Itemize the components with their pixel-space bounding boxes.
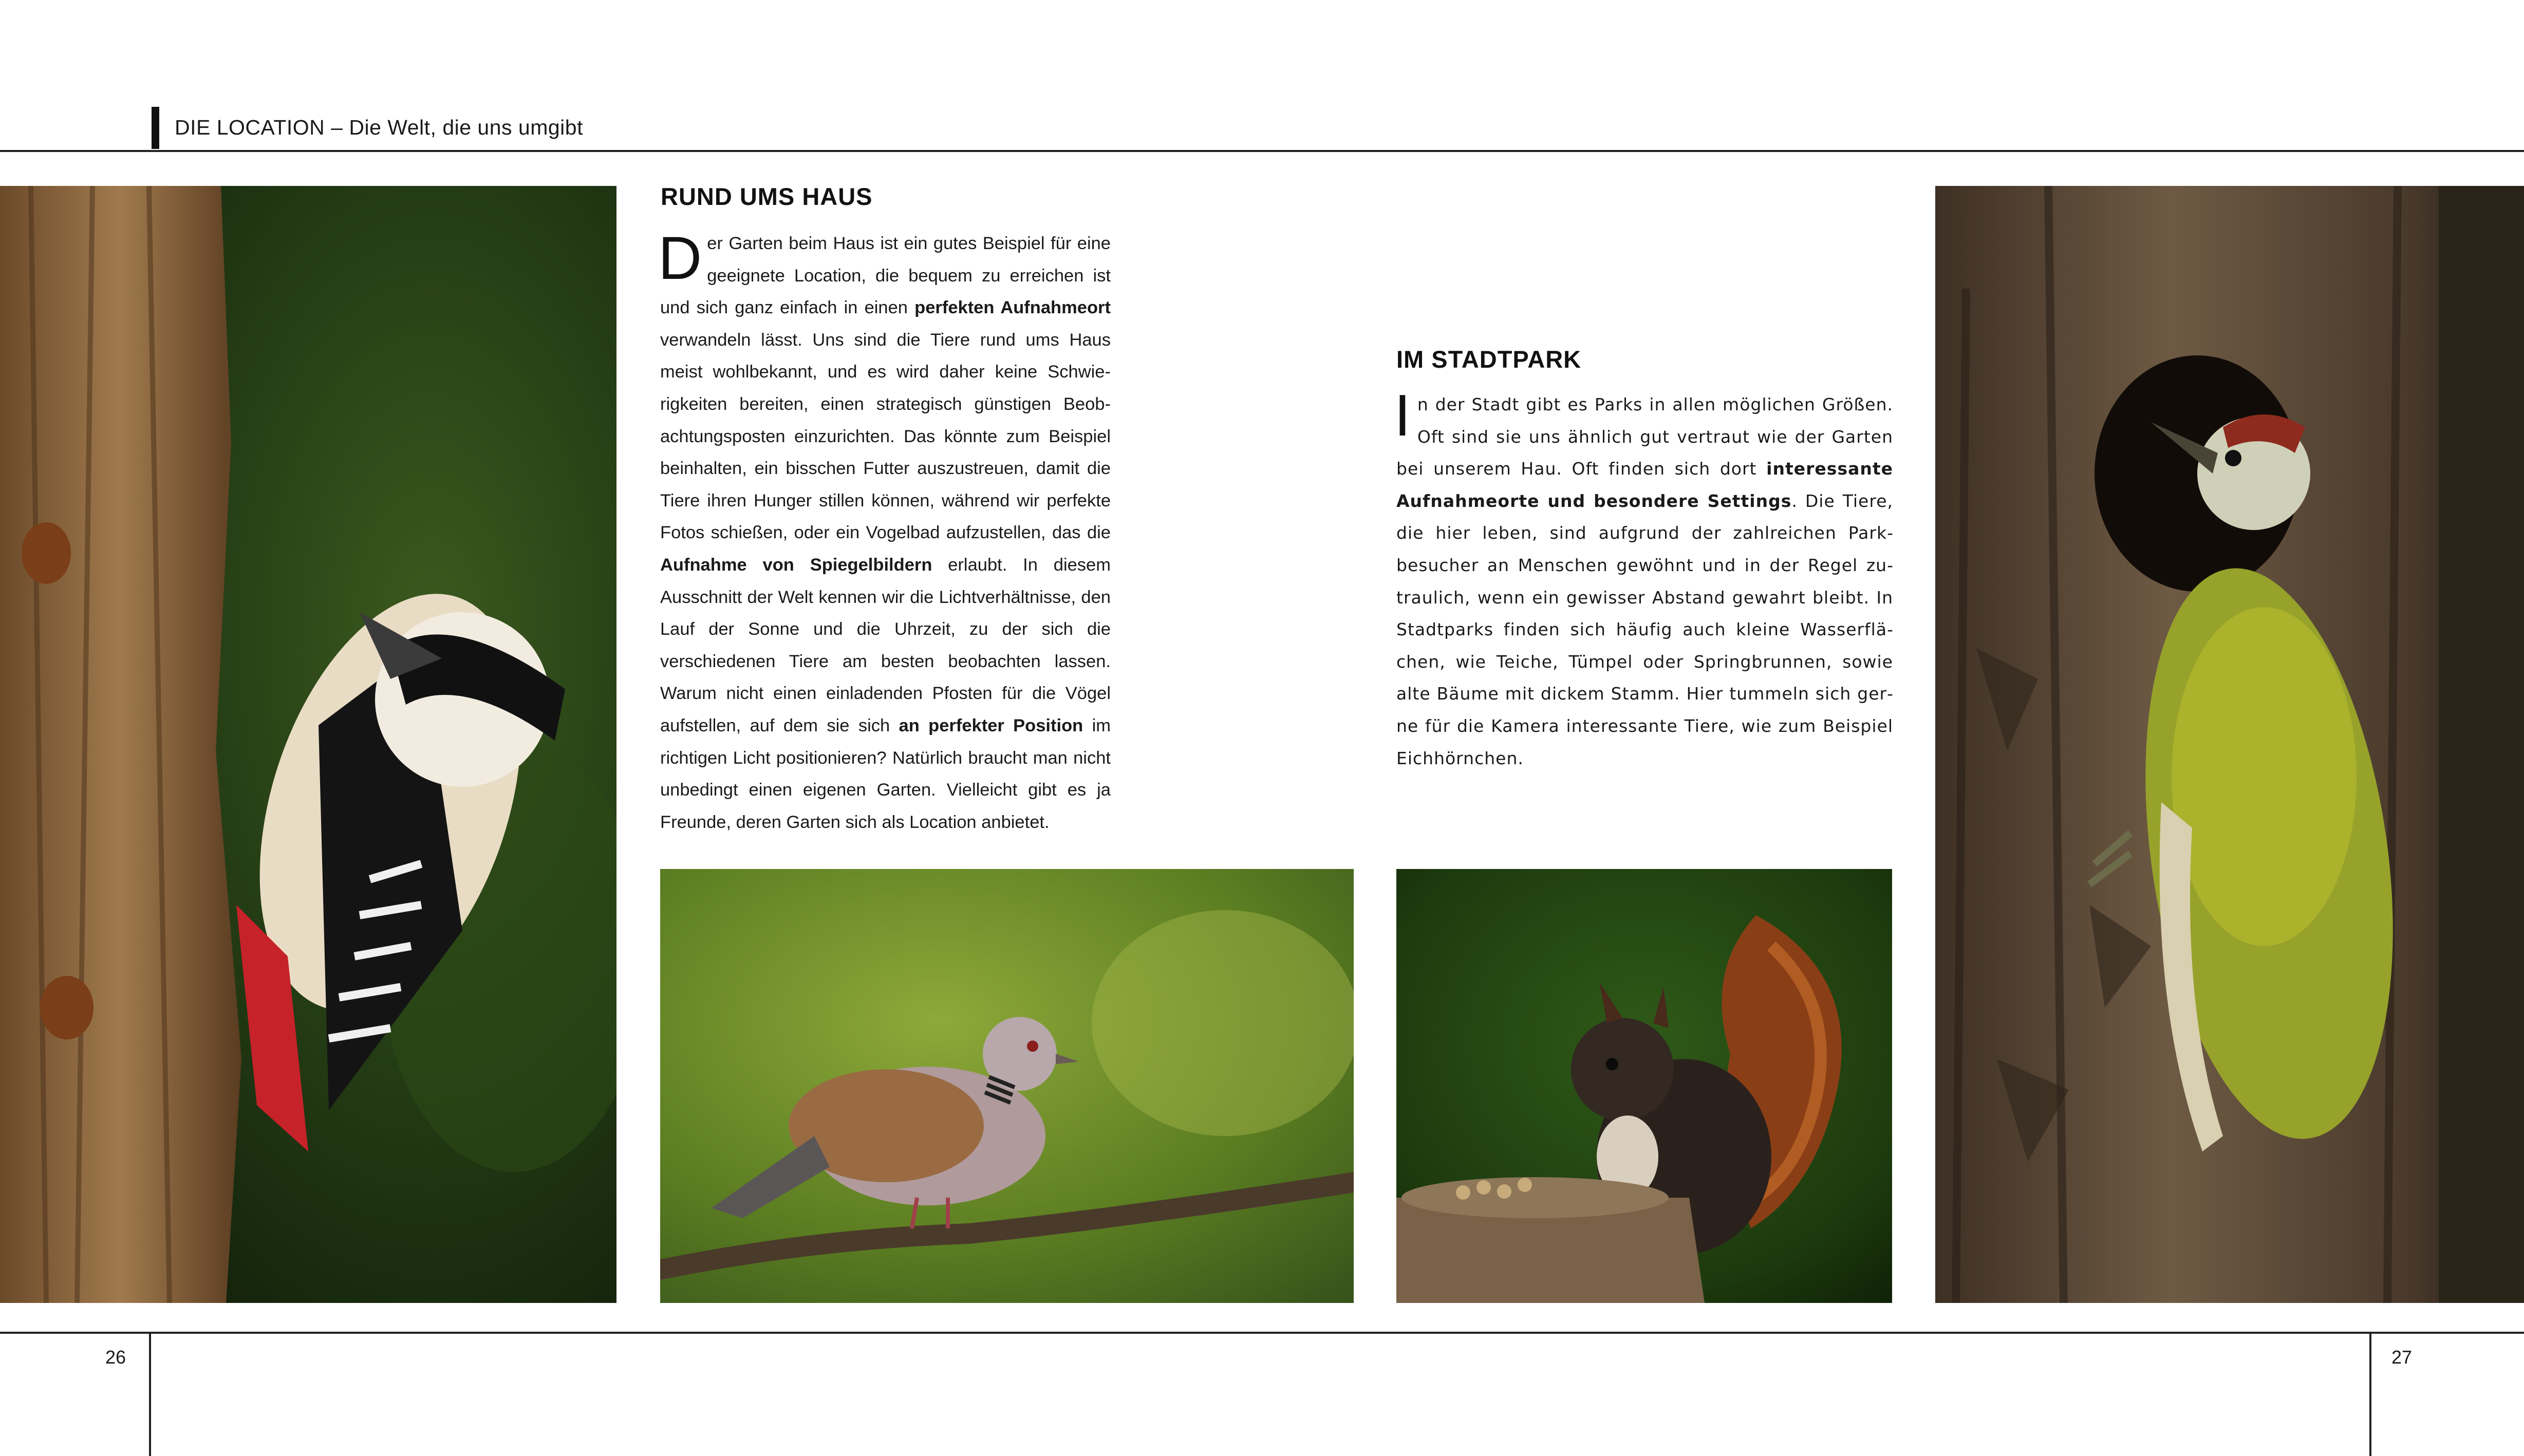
- photo-green-woodpecker: [1935, 186, 2524, 1303]
- body-text-rund-ums-haus: [658, 224, 1111, 838]
- running-header: DIE LOCATION – Die Welt, die uns umgibt: [175, 116, 583, 139]
- page-number-right: 27: [2391, 1347, 2413, 1368]
- text-run: n der Stadt gibt es Parks in allen möglichen Größen. Oft sind sie uns ähnlich gut vertraut wie der Garten bei unserem Hau. Oft finden sich dort: [1396, 394, 1893, 479]
- drop-cap: D: [658, 224, 702, 292]
- drop-cap: I: [1394, 385, 1411, 449]
- text-run: verwandeln lässt. Uns sind die Tiere rund ums Haus meist wohlbekannt, und es wird daher keine Schwierigkeiten bereiten, einen strategisch günstigen Beobachtungsposten einzurichten. Das könnte zum Beispiel beinhalten, ein bisschen Futter auszustreuen, damit die Tiere ihren Hunger stillen können, während wir perfekte Fotos schießen, oder ein Vogelbad aufzustellen, das die: [660, 330, 1111, 543]
- heading-im-stadtpark: IM STADTPARK: [1396, 346, 1582, 373]
- emphasis-interessante-aufnahmeorte: interessante Aufnahmeorte und besondere Settings: [1396, 459, 1893, 511]
- emphasis-perfekte-position: an perfekter Position: [899, 715, 1083, 735]
- text-run: erlaubt. In diesem Ausschnitt der Welt kennen wir die Lichtverhältnisse, den Lauf der Sonne und die Uhrzeit, zu der sich die verschiedenen Tiere am besten beobachten lassen. Warum nicht einen einladenden Pfosten für die Vögel aufstellen, auf dem sie sich: [660, 555, 1111, 735]
- emphasis-perfekter-aufnahmeort: perfekten Aufnahmeort: [914, 298, 1111, 318]
- text-run: . Die Tiere, die hier leben, sind aufgrund der zahlreichen Parkbesucher an Menschen gewöhnt und in der Regel zutraulich, wenn ein gewisser Abstand gewahrt bleibt. In Stadtparks finden sich häufig auch kleine Wasserflächen, wie Teiche, Tümpel oder Springbrunnen, sowie alte Bäume mit dickem Stamm. Hier tummeln sich gerne für die Kamera interessante Tiere, wie zum Beispiel Eichhörnchen.: [1396, 490, 1893, 768]
- header-rule: [0, 150, 2524, 152]
- header-marker-bar: [152, 107, 159, 149]
- page-number-left: 26: [105, 1347, 126, 1368]
- heading-rund-ums-haus: RUND UMS HAUS: [661, 183, 873, 210]
- text-run: im richtigen Licht positionieren? Natürlich braucht man nicht unbedingt einen eigenen Garten. Vielleicht gibt es ja Freunde, deren Garten sich als Location anbietet.: [660, 715, 1111, 832]
- footer-divider-right: [2369, 1332, 2371, 1456]
- photo-squirrel: [1396, 869, 1892, 1303]
- body-text-im-stadtpark: [1394, 385, 1893, 774]
- emphasis-spiegelbilder: Aufnahme von Spiegelbildern: [660, 555, 932, 575]
- text-run: er Garten beim Haus ist ein gutes Beispiel für eine geeignete Location, die bequem zu erreichen ist und sich ganz einfach in einen: [660, 234, 1111, 318]
- footer-rule: [0, 1332, 2524, 1334]
- photo-great-spotted-woodpecker: [0, 186, 616, 1303]
- photo-turtle-dove: [660, 869, 1354, 1303]
- footer-divider-left: [149, 1332, 151, 1456]
